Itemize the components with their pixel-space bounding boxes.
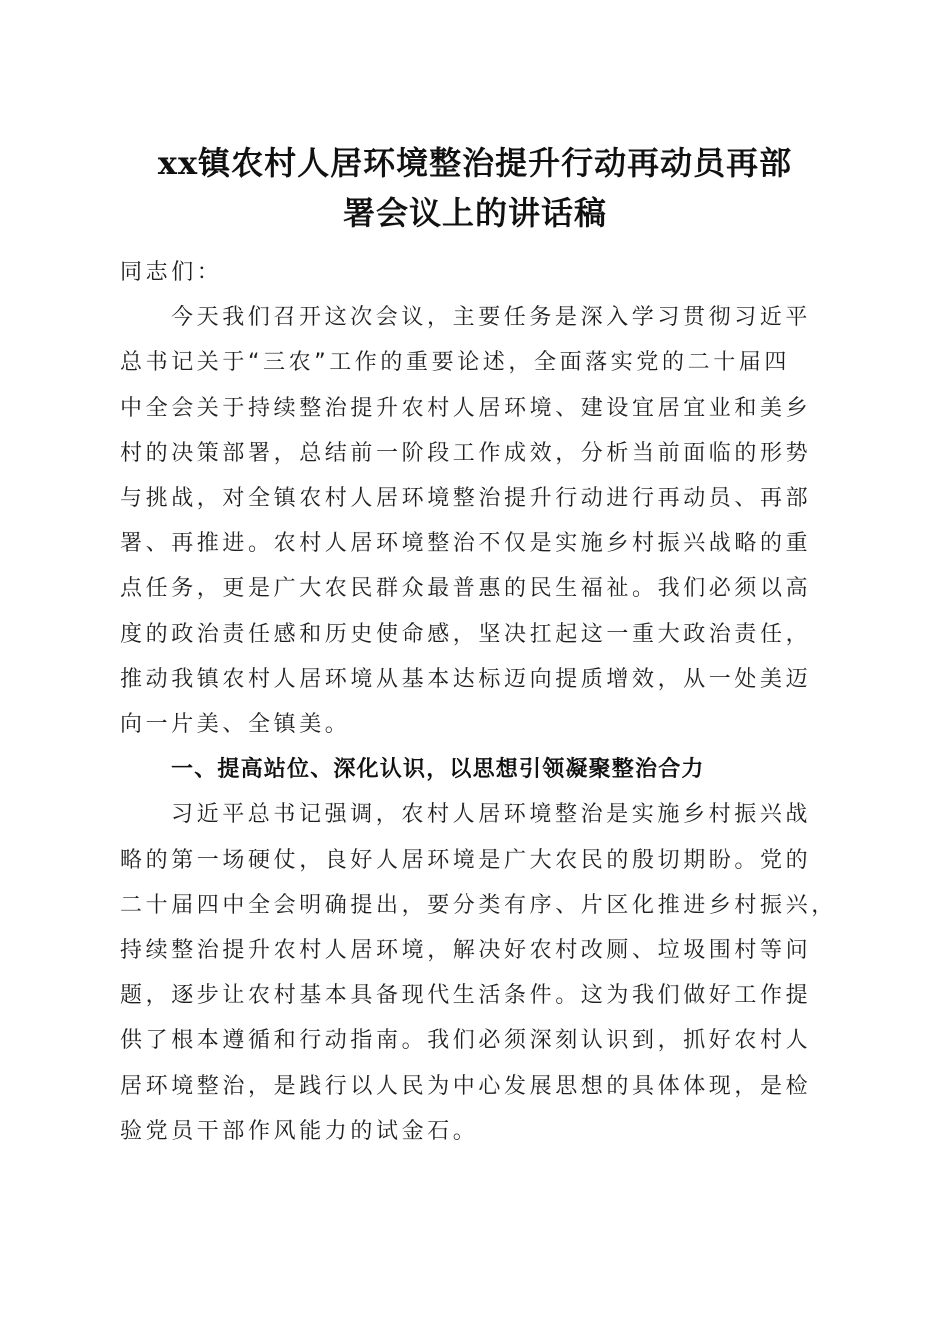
paragraph-line: 推动我镇农村人居环境从基本达标迈向提质增效，从一处美迈 (120, 666, 812, 692)
title-line-1: xx镇农村人居环境整治提升行动再动员再部 (157, 144, 793, 182)
paragraph-line: 持续整治提升农村人居环境，解决好农村改厕、垃圾围村等问 (120, 938, 812, 964)
document-body (120, 250, 837, 1154)
section-1-heading: 一、提高站位、深化认识，以思想引领凝聚整治合力 (171, 757, 705, 783)
paragraph-line: 二十届四中全会明确提出，要分类有序、片区化推进乡村振兴， (120, 892, 837, 918)
paragraph-line: 略的第一场硬仗，良好人居环境是广大农民的殷切期盼。党的 (120, 847, 812, 873)
paragraph-line: 与挑战，对全镇农村人居环境整治提升行动进行再动员、再部 (120, 486, 812, 512)
document-title (120, 138, 830, 238)
paragraph-line: 向一片美、全镇美。 (120, 712, 351, 738)
paragraph-line: 点任务，更是广大农民群众最普惠的民生福祉。我们必须以高 (120, 576, 812, 602)
paragraph-line: 习近平总书记强调，农村人居环境整治是实施乡村振兴战 (171, 802, 812, 828)
paragraph-line: 署、再推进。农村人居环境整治不仅是实施乡村振兴战略的重 (120, 531, 812, 557)
paragraph-line: 题，逐步让农村基本具备现代生活条件。这为我们做好工作提 (120, 983, 812, 1009)
paragraph-line: 度的政治责任感和历史使命感，坚决扛起这一重大政治责任， (120, 621, 812, 647)
paragraph-line: 村的决策部署，总结前一阶段工作成效，分析当前面临的形势 (120, 440, 812, 466)
paragraph-line: 验党员干部作风能力的试金石。 (120, 1118, 479, 1144)
paragraph-line: 中全会关于持续整治提升农村人居环境、建设宜居宜业和美乡 (120, 395, 812, 421)
salutation: 同志们： (120, 260, 223, 285)
paragraph-line: 今天我们召开这次会议，主要任务是深入学习贯彻习近平 (171, 305, 812, 331)
paragraph-line: 供了根本遵循和行动指南。我们必须深刻认识到，抓好农村人 (120, 1028, 812, 1054)
paragraph-line: 居环境整治，是践行以人民为中心发展思想的具体体现，是检 (120, 1073, 812, 1099)
intro-paragraph (120, 295, 832, 747)
section-1-paragraph (120, 792, 837, 1154)
paragraph-line: 总书记关于“三农”工作的重要论述，全面落实党的二十届四 (120, 350, 790, 376)
title-line-2: 署会议上的讲话稿 (342, 194, 607, 232)
